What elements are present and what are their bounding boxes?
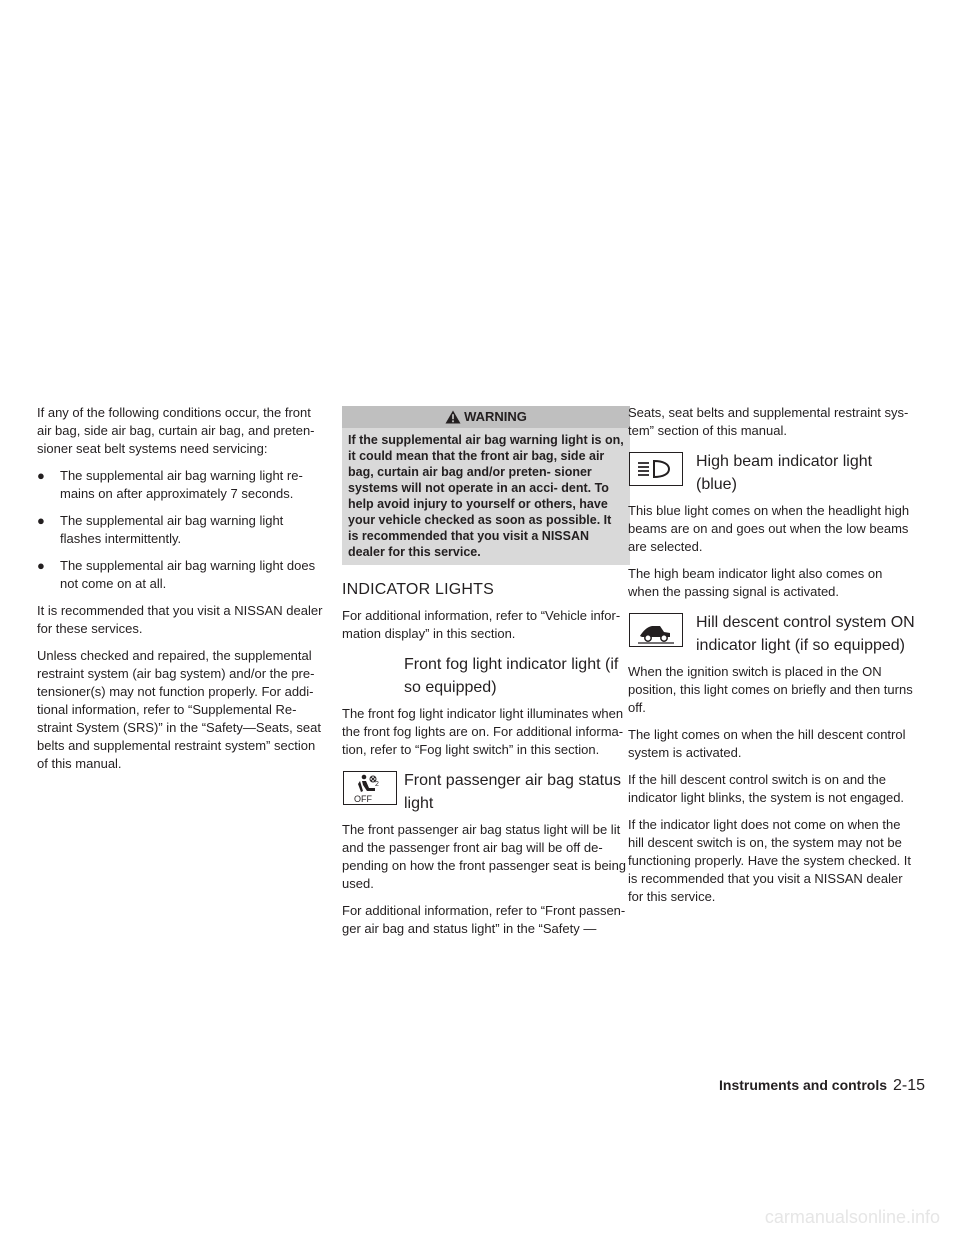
high-beam-text-2: The high beam indicator light also comes on when the passing signal is activated. [628,566,883,599]
column-right [628,404,916,915]
page-footer [719,1077,925,1095]
footer-section-title: Instruments and controls [719,1077,888,1093]
hill-descent-title: Hill descent control system ON indicator light (if so equipped) [696,614,915,654]
section-title: INDICATOR LIGHTS [342,581,494,598]
intro-paragraph: If any of the following conditions occur, the front air bag, side air bag, curtain air bag, and preten- sioner seat belt systems need servicing: [37,405,315,456]
passenger-airbag-off-icon [343,771,397,805]
bullet-icon: ● [37,468,45,483]
warning-box [342,406,630,565]
fog-indicator-text: The front fog light indicator light illuminates when the front fog lights are on. For additional informa- tion, refer to “Fog light switch” in this section. [342,706,624,757]
warning-text: If the supplemental air bag warning light is on, it could mean that the front air bag, side air bag, curtain air bag and/or preten- sioner systems will not operate in an acci- dent. To help avoid injury to yourself or others, have your vehicle checked as soon as possible. It is recommended that you visit a NISSAN dealer for this service. [348,433,624,559]
dealer-paragraph: It is recommended that you visit a NISSAN dealer for these services. [37,603,323,636]
svg-text:OFF: OFF [354,794,372,804]
passenger-airbag-text-2: For additional information, refer to “Front passen- ger air bag and status light” in the “Safety — [342,903,626,936]
bullet-icon: ● [37,513,45,528]
column-left [37,404,325,782]
high-beam-icon [629,452,683,486]
high-beam-heading [628,449,916,496]
hill-descent-text-1: When the ignition switch is placed in the ON position, this light comes on briefly and then turns off. [628,664,913,715]
bullet-icon: ● [37,558,45,573]
list-item: ● The supplemental air bag warning light does not come on at all. [37,558,316,591]
fog-light-icon [343,655,397,689]
hill-descent-text-4: If the indicator light does not come on when the hill descent switch is on, the system may not be functioning properly. Have the system checked. It is recommended that you visit a NISSAN dealer for this service. [628,817,912,904]
list-item: ● The supplemental air bag warning light flashes intermittently. [37,513,284,546]
section-intro: For additional information, refer to “Vehicle infor- mation display” in this section. [342,608,621,641]
svg-text:2: 2 [375,781,379,788]
hill-descent-icon [629,613,683,647]
warning-title: WARNING [464,409,527,424]
fog-indicator-heading [342,652,630,699]
list-item: ● The supplemental air bag warning light re- mains on after approximately 7 seconds. [37,468,303,501]
continued-text: Seats, seat belts and supplemental restraint sys- tem” section of this manual. [628,405,909,438]
passenger-airbag-text-1: The front passenger air bag status light will be lit and the passenger front air bag will be off de- pending on how the front passenger seat is being used. [342,822,627,891]
watermark: carmanualsonline.info [764,1207,940,1227]
high-beam-title: High beam indicator light (blue) [696,453,873,493]
hill-descent-heading [628,610,916,657]
page-number: 2-15 [893,1077,926,1094]
srs-paragraph: Unless checked and repaired, the supplemental restraint system (air bag system) and/or the pre- tensioner(s) may not function properly. For addi- tional information, refer to “Supplemental Re- straint System (SRS)” in the “Safety—Seats, seat belts and supplemental restraint system” section of this manual. [37,648,321,771]
column-middle [342,404,630,947]
hill-descent-text-3: If the hill descent control switch is on and the indicator light blinks, the system is not engaged. [628,772,905,805]
warning-header [342,406,630,428]
passenger-airbag-heading [342,768,630,815]
high-beam-text-1: This blue light comes on when the headlight high beams are on and goes out when the low beams are selected. [628,503,910,554]
fog-indicator-title: Front fog light indicator light (if so equipped) [404,656,619,696]
passenger-airbag-title: Front passenger air bag status light [404,772,622,812]
hill-descent-text-2: The light comes on when the hill descent control system is activated. [628,727,906,760]
warning-icon [445,410,461,424]
condition-list [37,467,325,593]
